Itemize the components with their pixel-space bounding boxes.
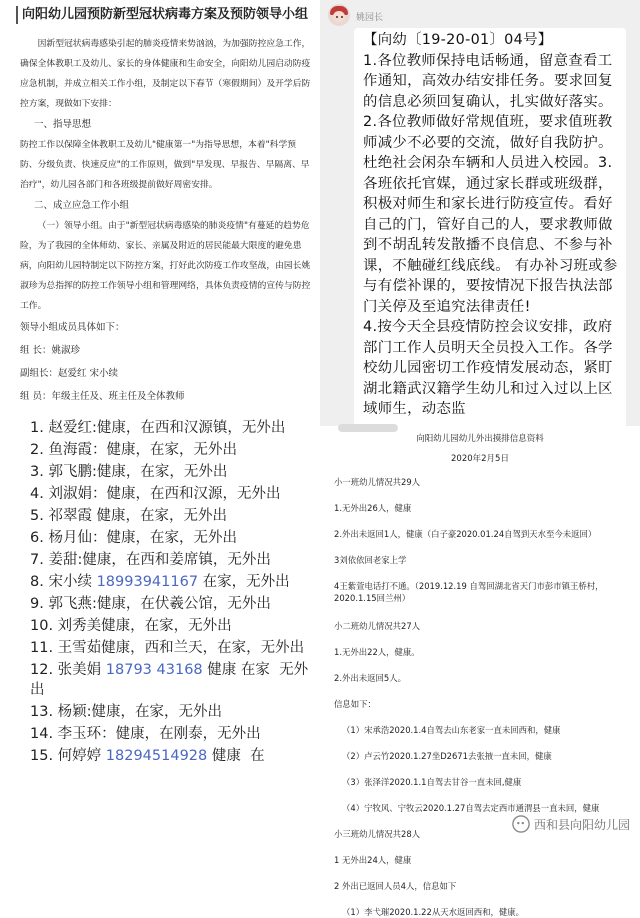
message-text: 【向幼〔19-20-01〕04号】 1.各位教师保持电话畅通，留意查看工作通知，高效办结安排任务。要求回复的信息必须回复确认，扎实做好落实。 2.各位教师做好常规值班，要求值班教师减少不必要的交流，做好自我防护。杜绝社会闲杂车辆和人员进入校园。3.各班依托官媒，通过家长群或班级群，积极对师生和家长进行防疫宣传。看好自己的门，管好自己的人，要求教师做到不胡乱转发散播不良信息、不参与补课，不触碰红线底线。 有办补习班或参与有偿补课的，要按情况下报告执法部门关停及至追究法律责任! 4.按今天全县疫情防控会议安排，政府部门工作人员明天全员投入工作。各学校幼儿园密切工作疫情发展动态，紧盯湖北籍武汉籍学生幼儿和过入过以上区域师生，动态监 [363, 32, 618, 417]
info-line: （1）宋承浩2020.1.4自驾去山东老家一直未回西和，健康 [342, 725, 561, 735]
list-item [30, 528, 320, 548]
list-item-status: 健康 在家 无外出 [30, 662, 309, 698]
info-line: 小一班幼儿情况共29人 [334, 477, 421, 487]
chat-panel [320, 0, 640, 426]
sender-name: 姚园长 [356, 13, 384, 23]
info-line: 1.无外出22人，健康。 [334, 647, 420, 657]
info-line: （2）卢云竹2020.1.27坐D2671去张掖一直未回，健康 [342, 751, 552, 761]
list-item-text: 4. 刘淑娟：健康，在西和汉源，无外出 [30, 486, 281, 502]
list-item-text: 9. 郭飞燕:健康，在伏羲公馆，无外出 [30, 596, 271, 612]
info-line: （3）张泽洋2020.1.1自驾去甘谷一直未回,健康 [342, 777, 522, 787]
info-line: （4）宁牧风、宁牧云2020.1.27自驾去定西市通渭县一直未回，健康 [342, 803, 600, 813]
info-line: 4王紫萱电话打不通。（2019.12.19 自驾回湖北省天门市彭市镇王桥村，2020.1.15回兰州） [334, 581, 604, 603]
list-item-text: 10. 刘秀美健康，在家，无外出 [30, 618, 232, 634]
info-line: （1）李弋璀2020.1.22从天水返回西和，健康。 [342, 907, 524, 917]
info-line: 2.外出未返回1人，健康（白子豪2020.01.24自驾到天水至今未返回） [334, 529, 597, 539]
list-item [30, 724, 320, 744]
list-item-status: 在家，无外出 [198, 574, 290, 590]
info-line: 小二班幼儿情况共27人 [334, 621, 421, 631]
scroll-indicator[interactable] [338, 424, 398, 432]
document-intro: 因新型冠状病毒感染引起的肺炎疫情来势汹汹，为加强防控应急工作，确保全体教职工及幼儿、家长的身体健康和生命安全，向阳幼儿园启动防疫应急机制，并成立相关工作小组，及制定以下春节（寒假期间）及开学后防控方案，现做如下安排： [20, 39, 311, 109]
list-item-text: 3. 郭飞鹏:健康，在家，无外出 [30, 464, 228, 480]
list-item [30, 660, 320, 700]
list-item [30, 484, 320, 504]
list-item-text: 6. 杨月仙：健康，在家，无外出 [30, 530, 237, 546]
message-bubble[interactable] [354, 28, 626, 448]
list-item [30, 638, 320, 658]
list-item [30, 746, 320, 766]
list-item-status: 健康 在 [207, 748, 265, 764]
info-line: 3刘依依回老家上学 [334, 555, 407, 565]
wechat-icon [512, 815, 530, 833]
list-item [30, 594, 320, 614]
info-line: 1.无外出26人，健康 [334, 503, 412, 513]
watermark-text: 西和县向阳幼儿园 [533, 817, 630, 832]
document-panel [0, 0, 320, 428]
list-item-text: 7. 姜甜:健康，在西和姜席镇，无外出 [30, 552, 271, 568]
avatar[interactable] [328, 4, 350, 26]
member-team: 组 员：年级主任及、班主任及全体教师 [20, 391, 185, 402]
info-line: 2 外出已返回人员4人，信息如下 [334, 881, 457, 891]
list-item [30, 462, 320, 482]
info-line: 1 无外出24人，健康 [334, 855, 412, 865]
document-title: 向阳幼儿园预防新型冠状病毒方案及预防领导小组 [16, 6, 312, 24]
members-intro: 领导小组成员具体如下： [20, 322, 125, 333]
staff-list [0, 418, 320, 768]
list-item [30, 506, 320, 526]
phone-link[interactable]: 18993941167 [96, 574, 199, 590]
list-item-text: 5. 祁翠霞 健康，在家，无外出 [30, 508, 228, 524]
info-lines [320, 476, 640, 918]
info-line: 信息如下： [334, 699, 376, 709]
list-item-text: 14. 李玉环：健康，在刚泰，无外出 [30, 726, 261, 742]
list-item-text: 12. 张美娟 [30, 662, 106, 678]
watermark [512, 815, 630, 833]
info-title: 向阳幼儿园幼儿外出摸排信息资料 [416, 434, 544, 444]
section-heading-1: 一、指导思想 [34, 119, 92, 130]
list-item-text: 13. 杨颖:健康，在家，无外出 [30, 704, 223, 720]
phone-link[interactable]: 18294514928 [105, 748, 208, 764]
section-heading-2: 二、成立应急工作小组 [34, 200, 130, 211]
section-paragraph-1: 防控工作以保障全体教职工及幼儿"健康第一"为指导思想，本着"科学预防、分级负责、快速反应"的工作原则，做到"早发现、早报告、早隔离、早治疗"，幼儿园各部门和各班级提前做好周密安排。 [20, 140, 310, 190]
list-item [30, 550, 320, 570]
phone-link[interactable]: 18793 43168 [105, 662, 203, 678]
member-deputy: 副组长：赵爱红 宋小续 [20, 368, 119, 379]
list-item [30, 572, 320, 592]
list-item [30, 418, 320, 438]
list-item [30, 702, 320, 722]
list-item-text: 8. 宋小续 [30, 574, 97, 590]
info-date: 2020年2月5日 [451, 454, 509, 464]
staff-health-list [0, 420, 320, 853]
list-item [30, 440, 320, 460]
list-item-text: 2. 鱼海霞：健康，在家，无外出 [30, 442, 237, 458]
section-paragraph-2: （一）领导小组。由于"新型冠状病毒感染的肺炎疫情"有蔓延的趋势危险，为了我园的全体师幼、家长、亲属及附近的居民能最大限度的避免患病，向阳幼儿园特制定以下防控方案，打好此次防疫工作攻坚战，由园长姚淑珍为总指挥的防控工作领导小组和管理网络，具体负责疫情的宣传与防控工作。 [20, 221, 311, 311]
list-item-text: 15. 何婷婷 [30, 748, 106, 764]
list-item-text: 1. 赵爱红:健康，在西和汉源镇，无外出 [30, 420, 286, 436]
info-sheet-panel [320, 426, 640, 917]
member-leader: 组 长：姚淑珍 [20, 345, 81, 356]
list-item-text: 11. 王雪茹健康，西和兰天，在家，无外出 [30, 640, 305, 656]
info-line: 小三班幼儿情况共28人 [334, 829, 421, 839]
info-line: 2.外出未返回5人。 [334, 673, 406, 683]
list-item [30, 616, 320, 636]
